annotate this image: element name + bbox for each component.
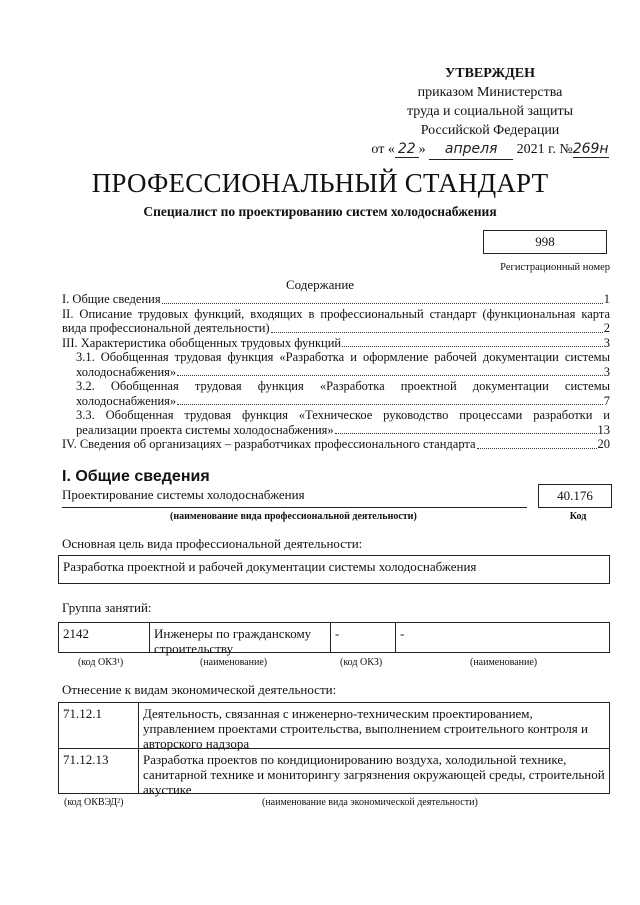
okved-code-cell: 71.12.13 xyxy=(59,749,139,793)
goal-text-box: Разработка проектной и рабочей документации системы холодоснабжения xyxy=(58,555,610,584)
approval-heading: УТВЕРЖДЕН xyxy=(444,66,536,81)
activity-underline xyxy=(62,507,527,508)
okved-caption: (наименование вида экономической деятельности) xyxy=(262,797,478,808)
date-day: 22 xyxy=(395,141,419,158)
group-name-cell: - xyxy=(400,626,405,641)
activity-caption: (наименование вида профессиональной деятельности) xyxy=(170,511,417,522)
section-title: I. Общие сведения xyxy=(62,468,210,485)
toc-item-page: 3 xyxy=(603,364,610,379)
approval-line: Российской Федерации xyxy=(420,123,560,138)
code-label: Код xyxy=(569,511,587,522)
toc-item-text: III. Характеристика обобщенных трудовых функций xyxy=(62,335,342,350)
document-subtitle: Специалист по проектированию систем холодоснабжения xyxy=(143,204,497,219)
okved-code-cell: 71.12.1 xyxy=(59,703,139,749)
group-code-cell: - xyxy=(331,623,396,652)
toc-item-page: 2 xyxy=(603,321,610,335)
group-table xyxy=(58,622,610,656)
approval-block xyxy=(370,64,610,160)
table-of-contents xyxy=(62,292,610,452)
group-caption: (код ОКЗ) xyxy=(340,657,383,668)
toc-item-text: реализации проекта системы холодоснабжения» xyxy=(76,422,334,437)
toc-item-text: 3.1. Обобщенная трудовая функция «Разработка и оформление рабочей документации системы xyxy=(76,350,610,364)
toc-item-page: 1 xyxy=(603,292,610,306)
toc-item[interactable] xyxy=(62,408,610,437)
date-month: апреля xyxy=(429,140,513,160)
okved-table xyxy=(58,702,610,797)
toc-item-text: IV. Сведения об организациях – разработчиках профессионального стандарта xyxy=(62,437,476,451)
toc-item-text: II. Описание трудовых функций, входящих в профессиональный стандарт (функциональная карта xyxy=(62,306,610,321)
toc-item-text: 3.2. Обобщенная трудовая функция «Разработка проектной документации системы xyxy=(76,379,610,393)
group-label: Группа занятий: xyxy=(62,600,152,615)
toc-item[interactable] xyxy=(62,350,610,379)
date-mid: » xyxy=(418,142,426,157)
okved-label: Отнесение к видам экономической деятельности: xyxy=(62,682,337,697)
date-year: 2021 г. № xyxy=(516,142,573,157)
toc-title: Содержание xyxy=(285,277,355,292)
group-caption: (наименование) xyxy=(200,657,268,668)
toc-item-text: I. Общие сведения xyxy=(62,292,161,306)
toc-item-text: вида профессиональной деятельности) xyxy=(62,321,270,335)
order-number: 269н xyxy=(572,141,609,157)
toc-item[interactable] xyxy=(62,307,610,336)
okved-name-cell: Разработка проектов по кондиционированию воздуха, холодильной технике, санитарной технике и мониторингу загрязнения окружающей среды, строительной акустике xyxy=(143,752,605,797)
okved-name-cell: Деятельность, связанная с инженерно-техническим проектированием, управлением проектами строительства, выполнением строительного контроля и авторского надзора xyxy=(139,703,609,749)
document-title: ПРОФЕССИОНАЛЬНЫЙ СТАНДАРТ xyxy=(91,168,549,198)
toc-item[interactable] xyxy=(62,292,610,307)
group-name-cell: Инженеры по гражданскому строительству xyxy=(150,623,331,652)
toc-item-text: 3.3. Обобщенная трудовая функция «Техническое руководство процессами разработки и xyxy=(76,408,610,422)
toc-item[interactable] xyxy=(62,379,610,408)
registration-number-box: 998 xyxy=(483,230,607,254)
approval-line: приказом Министерства xyxy=(417,85,563,100)
activity-name: Проектирование системы холодоснабжения xyxy=(62,487,305,502)
toc-item[interactable] xyxy=(62,336,610,351)
toc-item-text: холодоснабжения» xyxy=(76,364,177,379)
toc-item-text: холодоснабжения» xyxy=(76,393,177,408)
toc-item-page: 20 xyxy=(597,437,610,451)
approval-line: труда и социальной защиты xyxy=(407,104,573,119)
date-prefix: от « xyxy=(371,142,395,157)
registration-number-label: Регистрационный номер xyxy=(500,262,610,273)
goal-label: Основная цель вида профессиональной деятельности: xyxy=(62,536,363,551)
activity-code-box: 40.176 xyxy=(538,484,612,508)
toc-item-page: 7 xyxy=(603,393,610,408)
toc-item-page: 13 xyxy=(597,422,610,437)
toc-item-page: 3 xyxy=(603,335,610,350)
group-code-cell: 2142 xyxy=(59,623,150,652)
group-caption: (наименование) xyxy=(470,657,538,668)
toc-item[interactable] xyxy=(62,437,610,452)
approval-date-line xyxy=(370,140,610,160)
group-caption: (код ОКЗ¹) xyxy=(78,657,124,668)
okved-caption: (код ОКВЭД²) xyxy=(64,797,124,808)
